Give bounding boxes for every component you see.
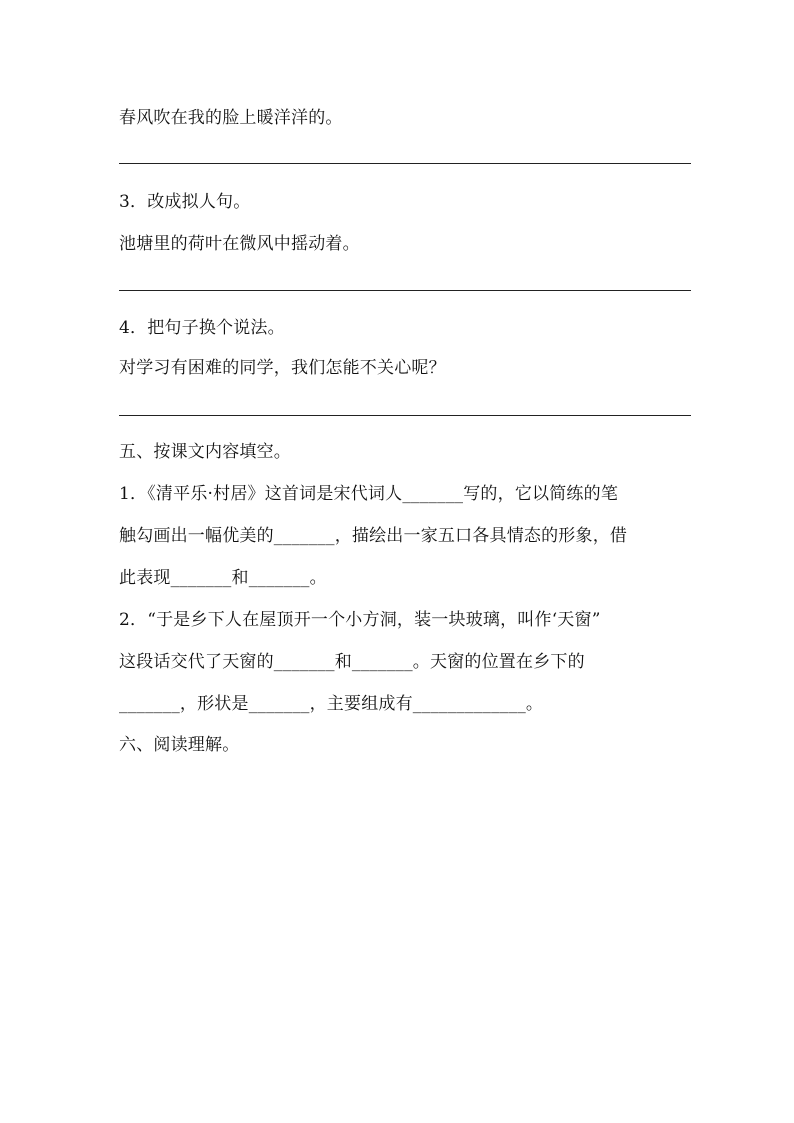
sentence-spring-wind: 春风吹在我的脸上暖洋洋的。	[119, 108, 343, 128]
question-3-heading: 3．改成拟人句。	[119, 192, 251, 212]
question-4-heading: 4．把句子换个说法。	[119, 318, 285, 338]
sentence-lotus-leaf: 池塘里的荷叶在微风中摇动着。	[119, 234, 360, 254]
fill-blank-2-line-3: _______，形状是_______，主要组成有_____________。	[119, 694, 544, 714]
answer-line	[119, 415, 691, 416]
section-6-heading: 六、阅读理解。	[119, 735, 240, 755]
sentence-classmates: 对学习有困难的同学，我们怎能不关心呢？	[119, 358, 446, 378]
answer-line	[119, 163, 691, 164]
fill-blank-2-line-2: 这段话交代了天窗的_______和_______。天窗的位置在乡下的	[119, 652, 585, 672]
fill-blank-1-line-2: 触勾画出一幅优美的_______，描绘出一家五口各具情态的形象，借	[119, 526, 628, 546]
section-5-heading: 五、按课文内容填空。	[119, 442, 291, 462]
answer-line	[119, 290, 691, 291]
fill-blank-1-line-1: 1．《清平乐·村居》这首词是宋代词人_______写的，它以简练的笔	[119, 484, 619, 504]
fill-blank-1-line-3: 此表现_______和_______。	[119, 568, 327, 588]
fill-blank-2-line-1: 2．“于是乡下人在屋顶开一个小方洞，装一块玻璃，叫作‘天窗”	[119, 610, 601, 630]
